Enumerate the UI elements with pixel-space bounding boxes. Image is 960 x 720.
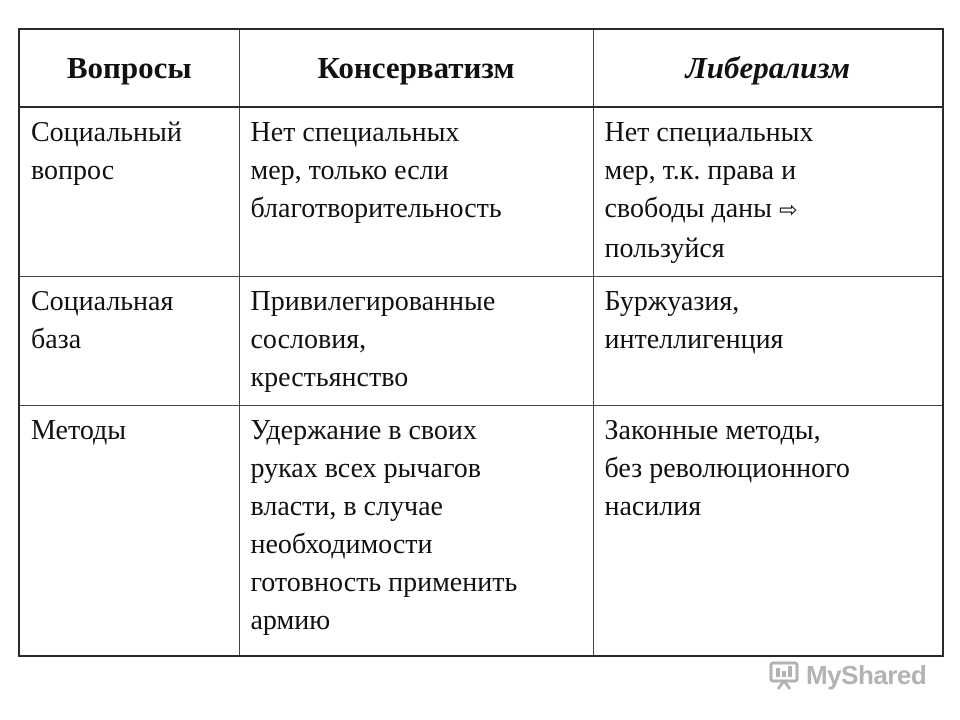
watermark-text: MyShared (806, 659, 927, 690)
right-arrow-icon: ⇨ (778, 198, 798, 223)
conservatism-cell: Удержание в своих руках всех рычагов власти, в случае необходимости готовность применить армию (239, 406, 593, 657)
header-liberalism: Либерализм (593, 29, 943, 107)
liberalism-cell: Буржуазия, интеллигенция (593, 277, 943, 406)
row-question-cell: Социальная база (19, 277, 239, 406)
comparison-table (18, 28, 944, 657)
table-row (19, 277, 943, 406)
row-question-cell: Социальный вопрос (19, 107, 239, 277)
row-question-cell: Методы (19, 406, 239, 657)
conservatism-cell: Нет специальных мер, только если благотворительность (239, 107, 593, 277)
header-questions: Вопросы (19, 29, 239, 107)
conservatism-cell: Привилегированные сословия, крестьянство (239, 277, 593, 406)
table-row (19, 107, 943, 277)
liberalism-text: Нет специальных мер, т.к. права и свободы даны (604, 117, 814, 224)
liberalism-cell (593, 107, 943, 277)
presentation-board-icon (768, 659, 800, 691)
table-row (19, 406, 943, 657)
liberalism-cell: Законные методы, без революционного насилия (593, 406, 943, 657)
liberalism-text-continued: пользуйся (604, 233, 725, 264)
header-conservatism: Консерватизм (239, 29, 593, 107)
myshared-watermark (768, 655, 926, 695)
header-row (19, 29, 943, 107)
